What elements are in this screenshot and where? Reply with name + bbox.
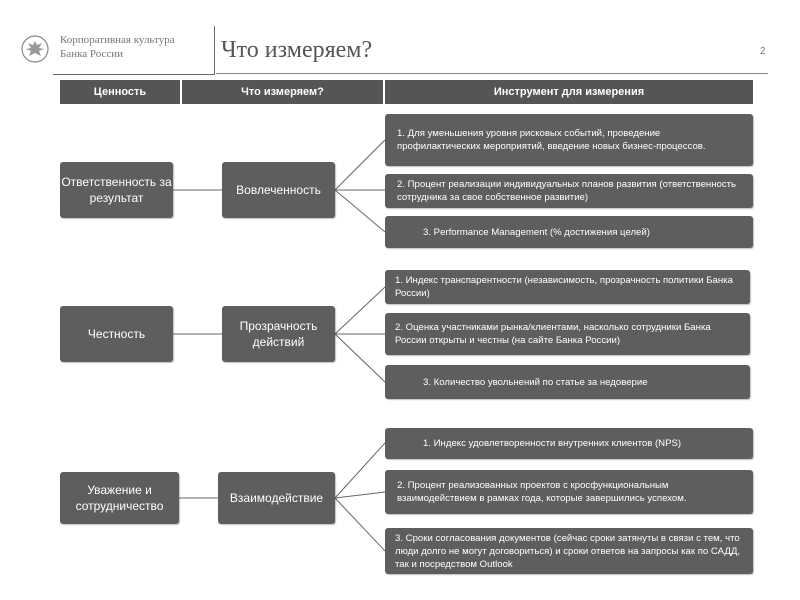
connector-branch-3-2 (335, 492, 385, 498)
page-title: Что измеряем? (221, 37, 373, 63)
column-header-measure: Что измеряем? (182, 80, 383, 104)
brand-line-1: Корпоративная культура (60, 34, 175, 46)
tool-box-2-2: 2. Оценка участниками рынка/клиентами, насколько сотрудники Банка России открыты и честны (на сайте Банка России) (385, 313, 750, 355)
value-box-responsibility: Ответственность за результат (60, 162, 173, 218)
page-number: 2 (760, 46, 766, 57)
tool-box-1-3: 3. Performance Management (% достижения целей) (385, 216, 753, 248)
tool-box-3-1: 1. Индекс удовлетворенности внутренних клиентов (NPS) (385, 428, 753, 459)
tool-box-3-2: 2. Процент реализованных проектов с кросфункциональным взаимодействием в рамках года, которые завершились успехом. (385, 470, 753, 514)
connector-branch-2-1 (335, 287, 385, 334)
connector-branch-2-3 (335, 334, 385, 382)
tool-box-1-1: 1. Для уменьшения уровня рисковых событий, проведение профилактических мероприятий, введение новых бизнес-процессов. (385, 114, 753, 166)
tool-box-2-3: 3. Количество увольнений по статье за недоверие (385, 365, 750, 399)
measure-box-interaction: Взаимодействие (218, 472, 335, 524)
column-header-value: Ценность (60, 80, 180, 104)
tool-box-1-2: 2. Процент реализации индивидуальных планов развития (ответственность сотрудника за свое собственное развитие) (385, 174, 753, 208)
connector-branch-1-3 (335, 190, 385, 232)
connector-branch-3-1 (335, 443, 385, 498)
value-box-honesty: Честность (60, 306, 173, 362)
tool-box-3-3: 3. Сроки согласования документов (сейчас сроки затянуты в связи с тем, что люди долго не могут договориться) и сроки ответов на запросы как по САДД, так и посредством Outlook (385, 528, 753, 574)
tool-box-2-1: 1. Индекс транспарентности (независимость, прозрачность политики Банка России) (385, 270, 750, 304)
measure-box-transparency: Прозрачность действий (222, 306, 335, 362)
connector-branch-3-3 (335, 498, 385, 551)
value-box-respect: Уважение и сотрудничество (60, 472, 179, 524)
measure-box-engagement: Вовлеченность (222, 162, 335, 218)
connector-branch-1-1 (335, 140, 385, 190)
brand-line-2: Банка России (60, 48, 124, 60)
column-header-tool: Инструмент для измерения (385, 80, 753, 104)
